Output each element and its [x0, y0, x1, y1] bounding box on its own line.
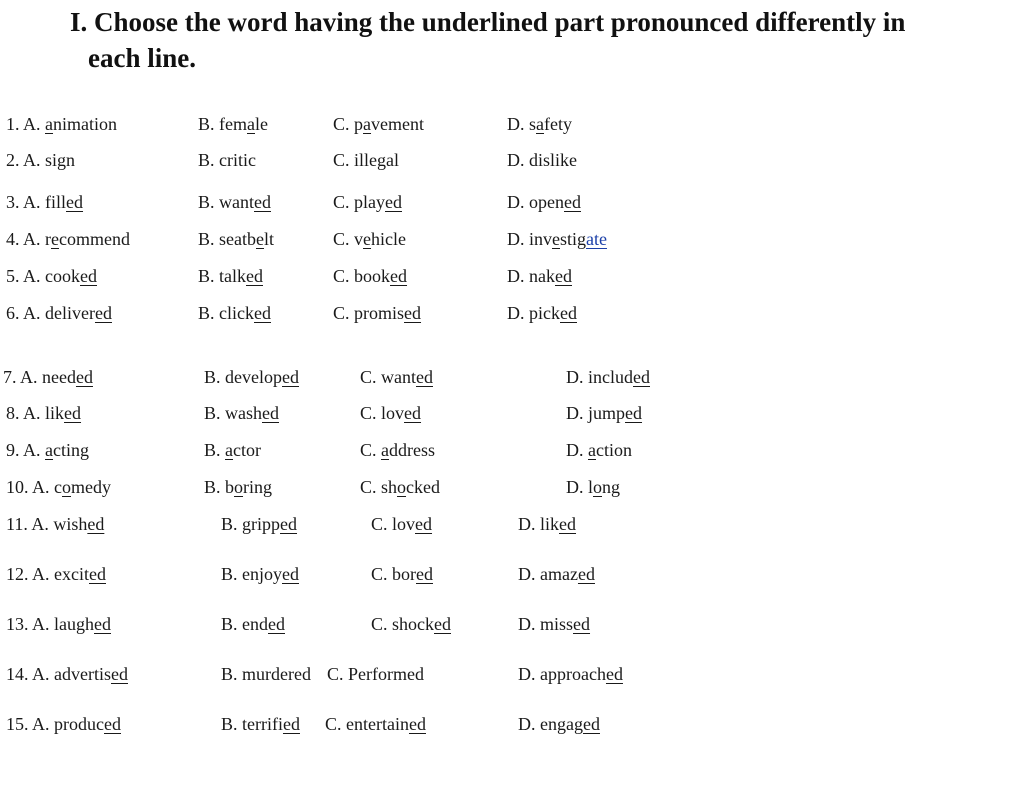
option-text: C. [360, 440, 382, 460]
question-3-option-b [198, 190, 271, 214]
question-8-option-c [360, 401, 421, 425]
underlined-part: ed [555, 266, 572, 286]
underlined-part: ed [282, 367, 299, 387]
underlined-part: ed [75, 367, 93, 387]
option-text: D. nak [507, 266, 555, 286]
question-5-option-a [6, 264, 97, 288]
question-14-option-b [221, 662, 311, 686]
question-13-option-a [6, 612, 111, 636]
question-13-option-b [221, 612, 285, 636]
option-text: 7. A. need [3, 367, 76, 387]
underlined-part: ed [633, 367, 650, 387]
option-text: B. want [198, 192, 254, 212]
question-14-option-c [327, 662, 424, 686]
underlined-part: e [363, 229, 372, 249]
option-text: D. approach [518, 664, 606, 684]
question-5-option-c [333, 264, 407, 288]
option-text: 6. A. deliver [6, 303, 95, 323]
underlined-part: ed [282, 714, 300, 734]
underlined-part: ed [560, 303, 577, 323]
option-text: C. shock [371, 614, 434, 634]
question-11-option-c [371, 512, 432, 536]
question-9 [0, 438, 1024, 462]
underlined-part: ed [390, 266, 408, 286]
option-text: D. inv [507, 229, 552, 249]
question-10-option-c [360, 475, 440, 499]
question-5 [0, 264, 1024, 288]
question-15-option-b [221, 712, 300, 736]
underlined-part: ed [254, 192, 271, 212]
question-8-option-a [6, 401, 81, 425]
option-text: D. s [507, 114, 537, 134]
option-text: ddress [389, 440, 436, 460]
title-line-1: I. Choose the word having the underlined part pronounced differently in [70, 7, 906, 37]
underlined-part: ed [605, 664, 623, 684]
underlined-part: ed [404, 303, 422, 323]
question-2 [0, 148, 1024, 172]
underlined-part: a [45, 114, 54, 134]
underlined-part: ed [625, 403, 643, 423]
underlined-part: ed [89, 564, 106, 584]
question-3 [0, 190, 1024, 214]
question-7-option-d [566, 365, 650, 389]
question-8-option-b [204, 401, 279, 425]
option-text: C. play [333, 192, 385, 212]
option-text: B. develop [204, 367, 282, 387]
question-9-option-b [204, 438, 261, 462]
question-1 [0, 112, 1024, 136]
question-1-option-a [6, 112, 117, 136]
question-1-option-d [507, 112, 572, 136]
option-text: C. entertain [325, 714, 409, 734]
question-10-option-b [204, 475, 272, 499]
underlined-part: ed [416, 564, 433, 584]
question-13 [0, 612, 1024, 636]
option-text: B. seatb [198, 229, 256, 249]
option-text: B. terrifi [221, 714, 283, 734]
option-text: ctor [233, 440, 261, 460]
question-6-option-a [6, 301, 112, 325]
underlined-part: a [381, 440, 390, 460]
underlined-part: ed [262, 403, 279, 423]
option-text: D. l [566, 477, 593, 497]
question-6-option-b [198, 301, 271, 325]
question-14-option-a [6, 662, 128, 686]
underlined-part: o [397, 477, 407, 497]
question-15-option-d [518, 712, 600, 736]
question-4-option-d [507, 227, 607, 251]
option-text: 8. A. lik [6, 403, 65, 423]
option-text: 10. A. c [6, 477, 62, 497]
option-text: B. wash [204, 403, 262, 423]
question-15 [0, 712, 1024, 736]
underlined-part: ed [64, 403, 82, 423]
underlined-part: e [552, 229, 560, 249]
question-14-option-d [518, 662, 623, 686]
exercise-title [70, 4, 1020, 76]
option-text: 2. A. sign [6, 150, 76, 170]
option-text: C. bor [371, 564, 416, 584]
option-text: B. critic [198, 150, 256, 170]
underlined-part: o [62, 477, 71, 497]
question-4-option-a [6, 227, 130, 251]
option-text: C. lov [371, 514, 416, 534]
underlined-part: ed [385, 192, 402, 212]
question-4 [0, 227, 1024, 251]
question-13-option-c [371, 612, 451, 636]
option-text: C. promis [333, 303, 405, 323]
option-text: D. amaz [518, 564, 578, 584]
question-12 [0, 562, 1024, 586]
title-line-2: each line. [88, 43, 196, 73]
underlined-part: a [536, 114, 545, 134]
question-10 [0, 475, 1024, 499]
option-text: fety [544, 114, 572, 134]
underlined-part: ed [408, 714, 426, 734]
option-text: C. lov [360, 403, 405, 423]
underlined-part: ed [564, 192, 581, 212]
underlined-part: ed [282, 564, 299, 584]
option-text: D. engag [518, 714, 583, 734]
option-text: C. illegal [333, 150, 399, 170]
question-3-option-d [507, 190, 581, 214]
option-text: B. enjoy [221, 564, 282, 584]
option-text: le [255, 114, 268, 134]
underlined-part: ed [111, 664, 128, 684]
underlined-part: ed [559, 514, 577, 534]
option-text: C. p [333, 114, 364, 134]
question-2-option-b [198, 148, 256, 172]
question-8 [0, 401, 1024, 425]
underlined-part: ate [586, 229, 607, 249]
question-2-option-a [6, 148, 75, 172]
question-8-option-d [566, 401, 642, 425]
underlined-part: a [225, 440, 234, 460]
underlined-part: o [593, 477, 602, 497]
question-3-option-c [333, 190, 402, 214]
question-5-option-b [198, 264, 263, 288]
option-text: B. talk [198, 266, 246, 286]
option-text: B. gripp [221, 514, 281, 534]
option-text: D. includ [566, 367, 633, 387]
question-7-option-c [360, 365, 433, 389]
option-text: ction [596, 440, 632, 460]
option-text: lt [264, 229, 275, 249]
question-6-option-d [507, 301, 577, 325]
question-1-option-c [333, 112, 424, 136]
option-text: 9. A. [6, 440, 46, 460]
option-text: stig [560, 229, 587, 249]
question-1-option-b [198, 112, 268, 136]
underlined-part: ed [573, 614, 591, 634]
question-10-option-d [566, 475, 620, 499]
option-text: ring [243, 477, 273, 497]
underlined-part: ed [415, 514, 433, 534]
question-11-option-b [221, 512, 297, 536]
underlined-part: ed [582, 714, 600, 734]
underlined-part: ed [66, 192, 84, 212]
option-text: cked [406, 477, 440, 497]
option-text: 14. A. advertis [6, 664, 111, 684]
question-11-option-d [518, 512, 576, 536]
question-10-option-a [6, 475, 111, 499]
option-text: ng [602, 477, 620, 497]
option-text: C. v [333, 229, 364, 249]
underlined-part: a [45, 440, 54, 460]
option-text: B. b [204, 477, 235, 497]
option-text: 4. A. r [6, 229, 51, 249]
option-text: cting [53, 440, 90, 460]
underlined-part: ed [94, 614, 111, 634]
option-text: D. lik [518, 514, 560, 534]
underlined-part: a [588, 440, 596, 460]
option-text: B. [204, 440, 226, 460]
option-text: B. murdered [221, 664, 311, 684]
option-text: nimation [53, 114, 118, 134]
question-15-option-c [325, 712, 426, 736]
option-text: C. sh [360, 477, 398, 497]
option-text: D. jump [566, 403, 626, 423]
underlined-part: a [363, 114, 372, 134]
underlined-part: o [234, 477, 244, 497]
question-7-option-b [204, 365, 299, 389]
question-4-option-c [333, 227, 406, 251]
question-15-option-a [6, 712, 121, 736]
option-text: vement [371, 114, 424, 134]
option-text: B. end [221, 614, 268, 634]
question-12-option-b [221, 562, 299, 586]
underlined-part: a [247, 114, 255, 134]
question-12-option-a [6, 562, 106, 586]
question-14 [0, 662, 1024, 686]
question-13-option-d [518, 612, 590, 636]
option-text: D. dislike [507, 150, 577, 170]
option-text: D. pick [507, 303, 560, 323]
option-text: 15. A. produc [6, 714, 104, 734]
option-text: hicle [371, 229, 406, 249]
underlined-part: ed [280, 514, 298, 534]
question-4-option-b [198, 227, 274, 251]
question-11 [0, 512, 1024, 536]
option-text: B. fem [198, 114, 247, 134]
option-text: 13. A. laugh [6, 614, 94, 634]
question-9-option-a [6, 438, 89, 462]
option-text: 12. A. excit [6, 564, 89, 584]
underlined-part: ed [434, 614, 451, 634]
option-text: C. book [333, 266, 391, 286]
underlined-part: ed [80, 266, 97, 286]
question-6 [0, 301, 1024, 325]
underlined-part: ed [87, 514, 105, 534]
underlined-part: ed [246, 266, 263, 286]
option-text: 11. A. wish [6, 514, 88, 534]
question-7-option-a [3, 365, 93, 389]
option-text: 1. A. [6, 114, 46, 134]
option-text: 5. A. cook [6, 266, 80, 286]
question-7 [0, 365, 1024, 389]
option-text: B. click [198, 303, 254, 323]
option-text: D. open [507, 192, 564, 212]
question-9-option-c [360, 438, 435, 462]
option-text: medy [71, 477, 111, 497]
question-5-option-d [507, 264, 572, 288]
underlined-part: ed [104, 714, 121, 734]
question-2-option-c [333, 148, 399, 172]
question-9-option-d [566, 438, 632, 462]
underlined-part: ed [404, 403, 422, 423]
underlined-part: ed [254, 303, 271, 323]
question-11-option-a [6, 512, 104, 536]
option-text: 3. A. fill [6, 192, 67, 212]
underlined-part: ed [577, 564, 595, 584]
question-12-option-c [371, 562, 433, 586]
question-12-option-d [518, 562, 595, 586]
underlined-part: e [256, 229, 264, 249]
underlined-part: ed [94, 303, 112, 323]
underlined-part: ed [416, 367, 433, 387]
question-2-option-d [507, 148, 577, 172]
underlined-part: ed [268, 614, 285, 634]
option-text: commend [59, 229, 130, 249]
question-6-option-c [333, 301, 421, 325]
option-text: C. want [360, 367, 416, 387]
option-text: C. Performed [327, 664, 424, 684]
question-3-option-a [6, 190, 83, 214]
option-text: D. [566, 440, 588, 460]
option-text: D. miss [518, 614, 574, 634]
underlined-part: e [51, 229, 59, 249]
